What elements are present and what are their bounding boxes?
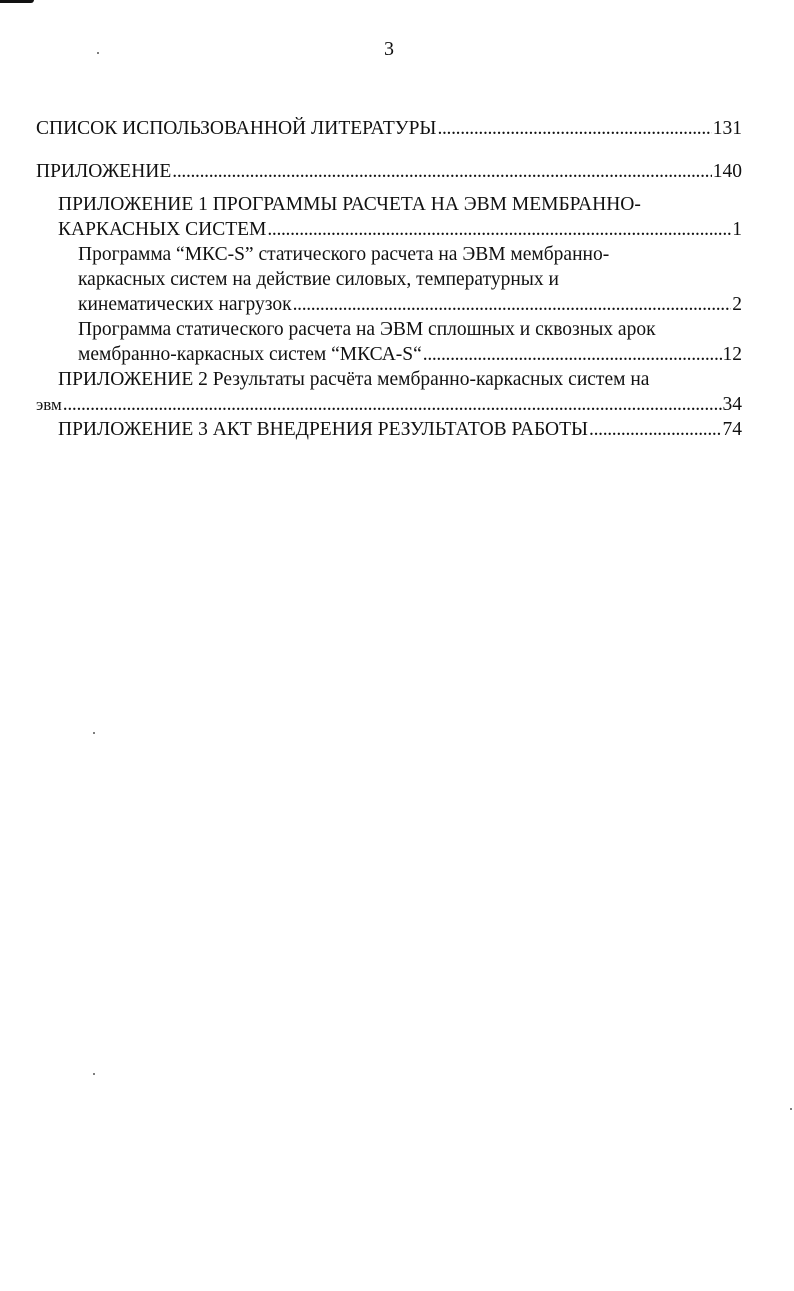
dot-leader: [293, 292, 732, 317]
toc-entry-label: ПРИЛОЖЕНИЕ: [36, 161, 172, 182]
toc-entry-label-cont: эвм: [36, 395, 62, 414]
table-of-contents: [36, 116, 742, 442]
toc-entry-label: Программа “МКС-S” статического расчета на ЭВМ мембранно-: [78, 244, 610, 265]
dot-leader: [63, 392, 722, 417]
toc-entry-page: 34: [722, 394, 742, 415]
dot-leader: [267, 217, 731, 242]
toc-entry-appendix[interactable]: [36, 159, 742, 184]
toc-entry-label-cont: кинематических нагрузок: [78, 294, 292, 315]
toc-entry-label: ПРИЛОЖЕНИЕ 1 ПРОГРАММЫ РАСЧЕТА НА ЭВМ МЕМБРАННО-: [58, 194, 641, 215]
toc-entry-label: ПРИЛОЖЕНИЕ 3 АКТ ВНЕДРЕНИЯ РЕЗУЛЬТАТОВ РАБОТЫ: [58, 419, 589, 440]
page-number: 3: [384, 38, 394, 60]
toc-entry-page: 2: [732, 294, 742, 315]
scan-speck: [93, 1073, 95, 1075]
toc-entry-label: ПРИЛОЖЕНИЕ 2 Результаты расчёта мембранно-каркасных систем на: [58, 369, 650, 390]
toc-entry-label: Программа статического расчета на ЭВМ сплошных и сквозных арок: [78, 319, 656, 340]
toc-entry-page: 1: [732, 219, 742, 240]
toc-entry-literature[interactable]: [36, 116, 742, 141]
toc-entry-page: 74: [722, 419, 742, 440]
toc-entry-program-mksa[interactable]: [78, 317, 742, 367]
toc-entry-label-cont: КАРКАСНЫХ СИСТЕМ: [58, 219, 267, 240]
dot-leader: [437, 116, 711, 141]
scan-edge-mark: [0, 0, 34, 3]
toc-entry-page: 131: [712, 118, 742, 139]
scan-speck: [790, 1108, 792, 1110]
toc-entry-page: 140: [712, 161, 742, 182]
toc-entry-label: СПИСОК ИСПОЛЬЗОВАННОЙ ЛИТЕРАТУРЫ: [36, 118, 437, 139]
toc-entry-label-cont: мембранно-каркасных систем “МКСА-S“: [78, 344, 422, 365]
toc-entry-program-mks[interactable]: [78, 242, 742, 317]
scan-speck: [93, 732, 95, 734]
toc-entry-page: 12: [722, 344, 742, 365]
dot-leader: [589, 417, 721, 442]
dot-leader: [423, 342, 722, 367]
toc-entry-appendix-1[interactable]: [58, 192, 742, 242]
dot-leader: [172, 159, 711, 184]
toc-entry-label-cont: каркасных систем на действие силовых, температурных и: [78, 269, 559, 290]
toc-entry-appendix-2[interactable]: [36, 367, 742, 417]
toc-entry-appendix-3[interactable]: [58, 417, 742, 442]
